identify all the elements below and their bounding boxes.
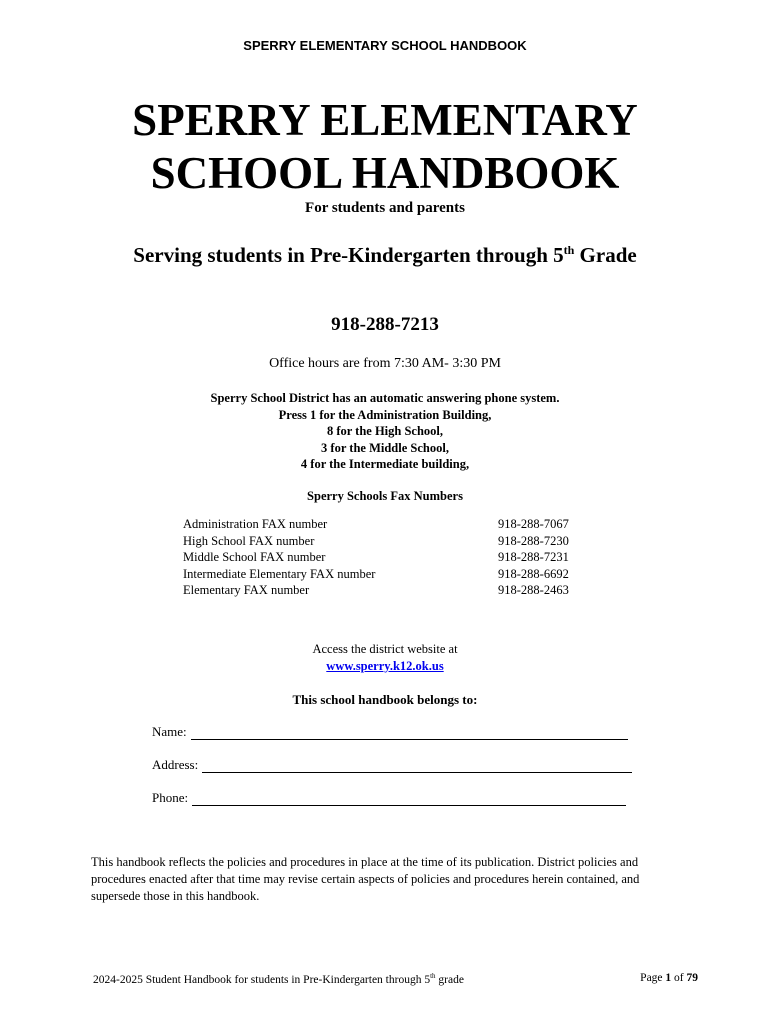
fax-row [183, 549, 593, 566]
fax-label: Administration FAX number [183, 517, 328, 531]
footer-title-superscript: th [430, 972, 436, 980]
subtitle: For students and parents [305, 200, 465, 216]
title-line-2: SCHOOL HANDBOOK [150, 148, 620, 198]
page-current: 1 [665, 972, 672, 984]
fax-label: Intermediate Elementary FAX number [183, 566, 376, 581]
district-website-link[interactable]: www.sperry.k12.ok.us [326, 659, 444, 673]
serving-suffix: Grade [574, 243, 637, 267]
fax-row [183, 516, 593, 533]
fax-number: 918-288-2463 [498, 583, 569, 597]
running-header: SPERRY ELEMENTARY SCHOOL HANDBOOK [243, 38, 527, 53]
fax-label: Elementary FAX number [183, 583, 310, 597]
address-field [152, 757, 632, 773]
address-label: Address: [152, 757, 199, 772]
fax-number: 918-288-7230 [498, 533, 569, 548]
fax-label: Middle School FAX number [183, 550, 326, 564]
owner-heading: This school handbook belongs to: [292, 692, 478, 707]
phone-system-line: Sperry School District has an automatic answering phone system. [210, 391, 560, 405]
main-phone-number: 918-288-7213 [331, 314, 439, 335]
fax-row [183, 566, 593, 583]
serving-statement [0, 243, 770, 268]
phone-system-line: 8 for the High School, [326, 424, 444, 438]
phone-label: Phone: [152, 790, 189, 805]
serving-prefix: Serving students in Pre-Kindergarten through 5 [133, 243, 564, 267]
page-title [0, 94, 770, 200]
phone-blank-line [192, 793, 626, 806]
phone-system-line: 3 for the Middle School, [321, 440, 449, 455]
phone-field [152, 790, 626, 806]
address-blank-line [202, 760, 632, 773]
website-link-container [0, 659, 770, 674]
office-hours: Office hours are from 7:30 AM- 3:30 PM [269, 356, 501, 371]
fax-table [183, 516, 593, 599]
name-label: Name: [152, 724, 187, 739]
page-number [598, 972, 698, 984]
fax-number: 918-288-6692 [498, 566, 569, 581]
phone-system-line: 4 for the Intermediate building, [300, 457, 470, 471]
fax-number: 918-288-7231 [498, 550, 569, 564]
website-label: Access the district website at [312, 642, 458, 656]
name-field [152, 724, 628, 740]
footer-title-suffix: grade [435, 973, 464, 986]
fax-row [183, 533, 593, 550]
footer-document-title [93, 972, 464, 986]
page-of: of [671, 972, 687, 984]
fax-row [183, 582, 593, 599]
footer-title-prefix: 2024-2025 Student Handbook for students in Pre-Kindergarten through 5 [93, 973, 431, 986]
page-word: Page [640, 972, 666, 984]
phone-system-instructions [0, 390, 770, 473]
title-line-1: SPERRY ELEMENTARY [132, 95, 638, 145]
page-total: 79 [686, 972, 698, 984]
name-blank-line [191, 727, 628, 740]
fax-label: High School FAX number [183, 533, 315, 548]
fax-number: 918-288-7067 [498, 517, 569, 531]
phone-system-line: Press 1 for the Administration Building, [278, 407, 492, 422]
serving-superscript: th [563, 243, 575, 257]
fax-heading: Sperry Schools Fax Numbers [307, 489, 463, 503]
disclaimer-text: This handbook reflects the policies and procedures in place at the time of its publication. District policies and procedures enacted after that time may revise certain aspects of policies and procedures herein contained, and supersede those in this handbook. [91, 855, 640, 903]
